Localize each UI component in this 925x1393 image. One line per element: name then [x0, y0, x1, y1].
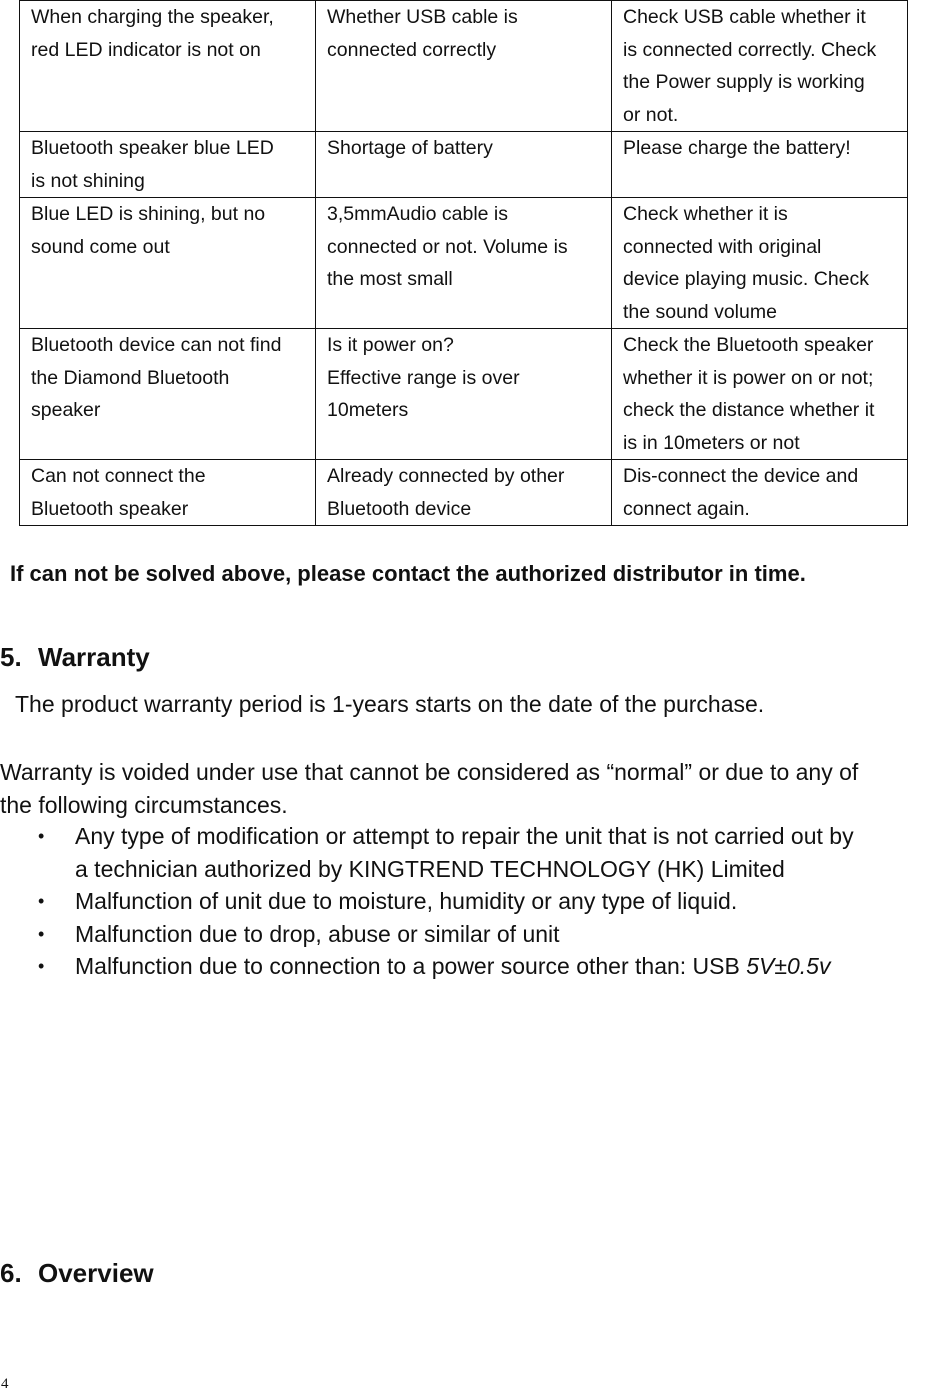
problem-text: When charging the speaker, [31, 6, 274, 28]
problem-cell [20, 460, 316, 526]
warranty-heading [0, 642, 150, 673]
list-item [0, 885, 925, 918]
cause-cell [316, 198, 612, 329]
problem-cell [20, 132, 316, 198]
cause-text: connected or not. Volume is [327, 235, 568, 258]
problem-text: sound come out [31, 235, 170, 258]
section-title: Warranty [38, 642, 150, 672]
list-item-text: Any type of modification or attempt to repair the unit that is not carried out by [75, 823, 854, 849]
problem-text: Bluetooth device can not find [31, 334, 282, 356]
solution-text: Check the Bluetooth speaker [623, 334, 874, 356]
problem-cell [20, 329, 316, 460]
list-item-continuation [0, 853, 925, 886]
solution-text: whether it is power on or not; [623, 366, 874, 389]
solution-text: the Power supply is working [623, 71, 865, 93]
table-row [20, 198, 908, 329]
cause-cell [316, 1, 612, 132]
solution-text: connect again. [623, 497, 750, 520]
solution-text: the sound volume [623, 300, 777, 323]
solution-cell [612, 1, 908, 132]
troubleshooting-table [19, 0, 908, 526]
list-item [0, 950, 925, 983]
solution-text: device playing music. Check [623, 268, 870, 290]
solution-cell [612, 198, 908, 329]
solution-text: Please charge the battery! [623, 137, 851, 159]
list-item-text: a technician authorized by KINGTREND TECHNOLOGY (HK) Limited [75, 855, 785, 882]
solution-cell [612, 132, 908, 198]
bullet-icon: • [38, 923, 45, 944]
solution-text: Check USB cable whether it [623, 6, 866, 28]
cause-cell [316, 132, 612, 198]
warranty-exclusions-list [0, 820, 925, 983]
problem-text: Bluetooth speaker blue LED [31, 137, 274, 159]
section-title: Overview [38, 1258, 154, 1288]
cause-cell [316, 460, 612, 526]
table-row [20, 460, 908, 526]
cause-text: Bluetooth device [327, 497, 472, 520]
voltage-spec: 5V±0.5v [746, 953, 831, 979]
cause-text: Effective range is over [327, 366, 520, 389]
cause-text: Whether USB cable is [327, 6, 518, 28]
table-row [20, 329, 908, 460]
cause-text: Already connected by other [327, 465, 565, 487]
list-item-text: Malfunction due to drop, abuse or similar of unit [75, 920, 560, 947]
problem-text: Blue LED is shining, but no [31, 203, 266, 225]
solution-text: Check whether it is [623, 203, 788, 225]
cause-text: Is it power on? [327, 334, 454, 356]
list-item-text: Malfunction due to connection to a power source other than: USB [75, 953, 747, 979]
solution-text: is connected correctly. Check [623, 38, 877, 61]
solution-text: or not. [623, 103, 679, 126]
solution-text: is in 10meters or not [623, 431, 800, 454]
problem-cell [20, 198, 316, 329]
cause-text: connected correctly [327, 38, 497, 61]
solution-cell [612, 460, 908, 526]
cause-cell [316, 329, 612, 460]
problem-text: the Diamond Bluetooth [31, 366, 230, 389]
bullet-icon: • [38, 826, 45, 846]
table-row [20, 1, 908, 132]
solution-text: connected with original [623, 235, 822, 258]
bullet-icon: • [38, 956, 45, 976]
overview-heading [0, 1258, 154, 1289]
bullet-icon: • [38, 891, 45, 911]
solution-text: check the distance whether it [623, 399, 875, 421]
problem-cell [20, 1, 316, 132]
warranty-voided-text [0, 756, 858, 821]
problem-text: Bluetooth speaker [31, 497, 189, 520]
warranty-period-text: The product warranty period is 1-years starts on the date of the purchase. [15, 691, 765, 717]
cause-text: 3,5mmAudio cable is [327, 203, 509, 225]
cause-text: the most small [327, 268, 453, 290]
solution-text: Dis-connect the device and [623, 465, 859, 487]
problem-text: is not shining [31, 169, 145, 192]
cause-text: 10meters [327, 399, 409, 421]
problem-text: Can not connect the [31, 465, 206, 487]
list-item [0, 820, 925, 853]
list-item-text: Malfunction of unit due to moisture, humidity or any type of liquid. [75, 888, 738, 914]
problem-text: red LED indicator is not on [31, 38, 261, 61]
solution-cell [612, 329, 908, 460]
section-number: 5. [0, 642, 22, 672]
page-number: 4 [1, 1376, 9, 1392]
section-number: 6. [0, 1258, 22, 1288]
paragraph-line: the following circumstances. [0, 791, 288, 818]
distributor-notice: If can not be solved above, please contact the authorized distributor in time. [10, 561, 806, 586]
paragraph-line: Warranty is voided under use that cannot be considered as “normal” or due to any of [0, 759, 859, 785]
table-row [20, 132, 908, 198]
cause-text: Shortage of battery [327, 137, 493, 159]
list-item [0, 918, 925, 951]
problem-text: speaker [31, 399, 101, 421]
